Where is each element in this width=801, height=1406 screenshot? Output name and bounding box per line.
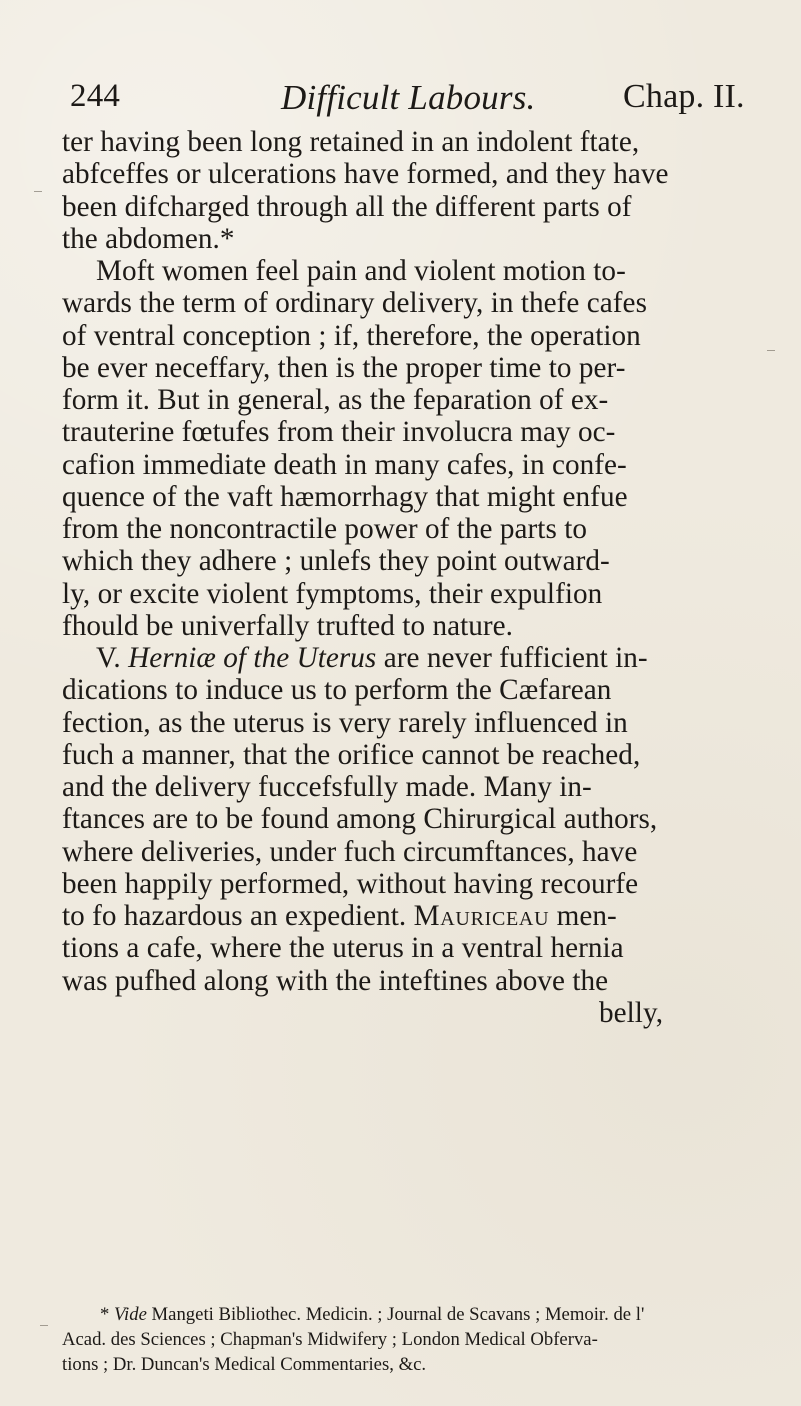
text-line: been difcharged through all the different parts of	[62, 190, 632, 223]
text-line: wards the term of ordinary delivery, in thefe cafes	[62, 287, 647, 320]
text-line: from the noncontractile power of the parts to	[62, 513, 588, 545]
running-header	[70, 78, 760, 128]
text-line: Moft women feel pain and violent motion to-	[96, 255, 626, 287]
text-line: which they adhere ; unlefs they point outward-	[62, 545, 610, 578]
text-line: fhould be univerfally trufted to nature.	[62, 609, 514, 642]
text-line	[62, 642, 769, 674]
text-line: of ventral conception ; if, therefore, the operation	[62, 319, 641, 352]
footnote-margin-mark	[40, 1325, 48, 1326]
footnote	[62, 1302, 782, 1377]
text-line: cafion immediate death in many cafes, in confe-	[62, 448, 627, 481]
text-line: ftances are to be found among Chirurgical authors,	[62, 803, 658, 836]
text-line: ly, or excite violent fymptoms, their expulfion	[62, 577, 603, 610]
text-line: tions a cafe, where the uterus in a ventral hernia	[62, 932, 624, 965]
text-line: dications to induce us to perform the Cæfarean	[62, 674, 612, 707]
footnote-line: tions ; Dr. Duncan's Medical Commentaries, &c.	[62, 1354, 427, 1375]
footnote-marker: *	[100, 1304, 115, 1325]
author-name: Mauriceau	[413, 900, 550, 932]
text-line: the abdomen.*	[62, 222, 235, 255]
text-line: ter having been long retained in an indolent ftate,	[62, 126, 640, 158]
left-margin-mark	[34, 191, 42, 192]
text-line: fuch a manner, that the orifice cannot be reached,	[62, 738, 641, 771]
text-line: form it. But in general, as the feparation of ex-	[62, 384, 609, 416]
catchword: belly,	[599, 996, 664, 1029]
text-span: men-	[549, 900, 617, 932]
text-line: where deliveries, under fuch circumftances, have	[62, 835, 638, 868]
text-span: to fo hazardous an expedient.	[62, 900, 407, 932]
text-line	[62, 900, 769, 932]
section-title-italic: Herniæ of the Uterus	[128, 642, 377, 674]
footnote-line	[62, 1302, 782, 1327]
text-line: be ever neceffary, then is the proper time to per-	[62, 351, 626, 384]
text-line: abfceffes or ulcerations have formed, and they have	[62, 158, 669, 191]
running-title: Difficult Labours.	[281, 78, 536, 117]
text-line: and the delivery fuccefsfully made. Many in-	[62, 771, 592, 803]
text-line: been happily performed, without having recourfe	[62, 867, 639, 900]
text-line: trauterine fœtufes from their involucra may oc-	[62, 416, 616, 449]
footnote-line: Acad. des Sciences ; Chapman's Midwifery ; London Medical Obferva-	[62, 1329, 598, 1350]
text-span: are never fufficient in-	[376, 642, 648, 674]
section-number: V.	[96, 642, 129, 674]
right-margin-mark	[767, 350, 775, 351]
footnote-vide: Vide	[114, 1304, 147, 1325]
text-line: was pufhed along with the inteftines above the	[62, 964, 609, 997]
footnote-text: Mangeti Bibliothec. Medicin. ; Journal de Scavans ; Memoir. de l'	[146, 1304, 645, 1325]
text-line: fection, as the uterus is very rarely influenced in	[62, 706, 628, 739]
text-line: quence of the vaft hæmorrhagy that might enfue	[62, 480, 628, 513]
main-text	[62, 126, 769, 1029]
page-number: 244	[70, 78, 121, 114]
chapter-label: Chap. II.	[623, 78, 745, 115]
